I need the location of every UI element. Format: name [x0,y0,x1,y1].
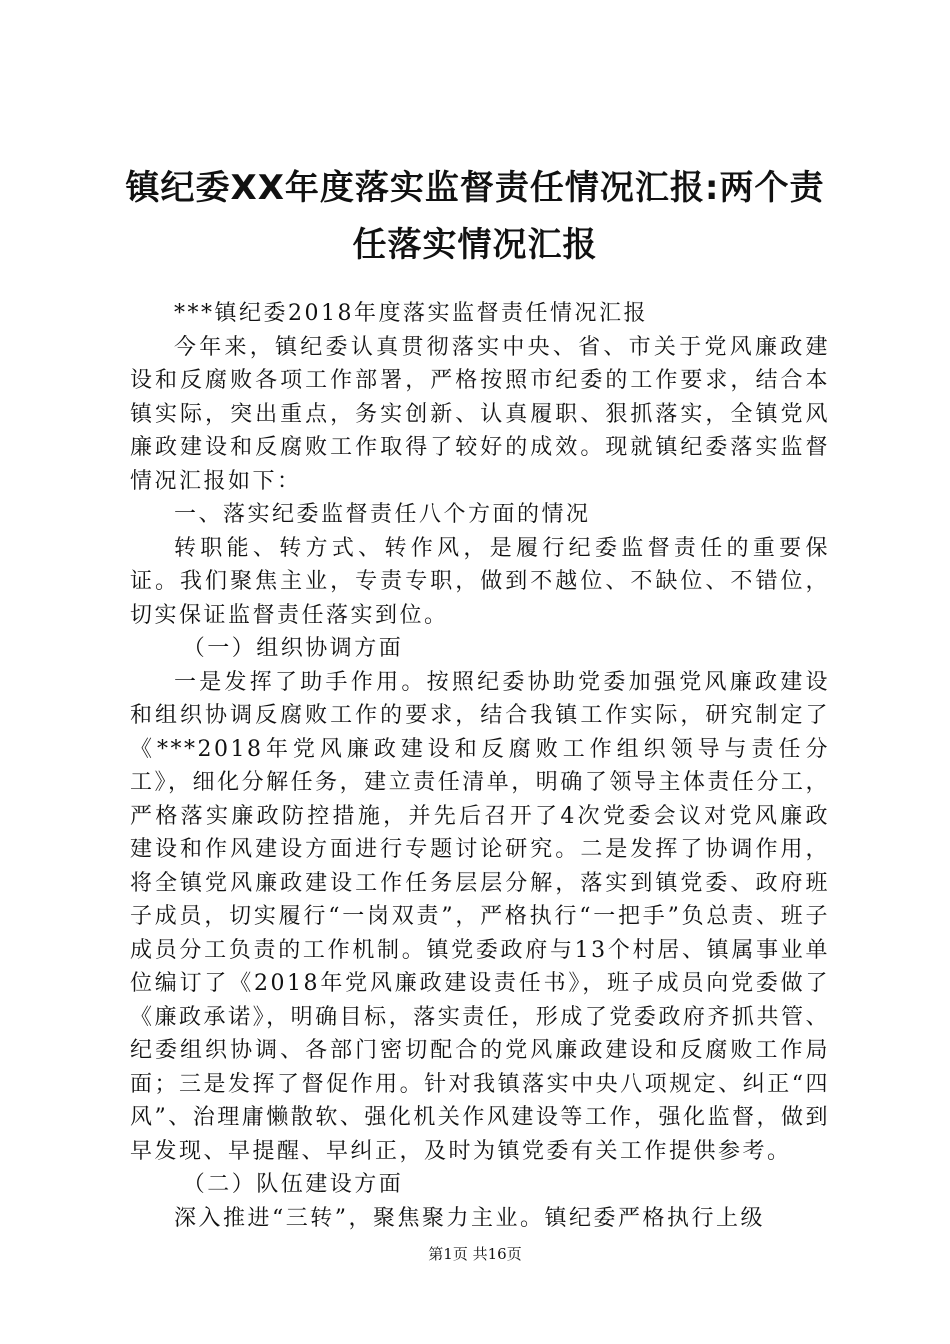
subsection-1-paragraph: 一是发挥了助手作用。按照纪委协助党委加强党风廉政建设和组织协调反腐败工作的要求，结合我镇工作实际，研究制定了《***2018年党风廉政建设和反腐败工作组织领导与责任分工》，细化分解任务，建立责任清单，明确了领导主体责任分工，严格落实廉政防控措施，并先后召开了4次党委会议对党风廉政建设和作风建设方面进行专题讨论研究。二是发挥了协调作用，将全镇党风廉政建设工作任务层层分解，落实到镇党委、政府班子成员，切实履行“一岗双责”，严格执行“一把手”负总责、班子成员分工负责的工作机制。镇党委政府与13个村居、镇属事业单位编订了《2018年党风廉政建设责任书》，班子成员向党委做了《廉政承诺》，明确目标，落实责任，形成了党委政府齐抓共管、纪委组织协调、各部门密切配合的党风廉政建设和反腐败工作局面；三是发挥了督促作用。针对我镇落实中央八项规定、纠正“四风”、治理庸懒散软、强化机关作风建设等工作，强化监督，做到早发现、早提醒、早纠正，及时为镇党委有关工作提供参考。 [130,669,830,1164]
subsection-2-paragraph: 深入推进“三转”，聚焦聚力主业。镇纪委严格执行上级 [174,1205,765,1231]
subsection-heading-1: （一）组织协调方面 [182,636,404,661]
section-heading-1: 一、落实纪委监督责任八个方面的情况 [174,502,591,527]
document-body [130,297,830,1235]
subsection-heading-2: （二）队伍建设方面 [182,1172,404,1197]
page-footer: 第1页 共16页 [428,1245,522,1263]
document-title: 镇纪委XX年度落实监督责任情况汇报:两个责任落实情况汇报 [125,168,825,265]
intro-paragraph: 今年来，镇纪委认真贯彻落实中央、省、市关于党风廉政建设和反腐败各项工作部署，严格按照市纪委的工作要求，结合本镇实际，突出重点，务实创新、认真履职、狠抓落实，全镇党风廉政建设和反腐败工作取得了较好的成效。现就镇纪委落实监督情况汇报如下： [130,334,830,494]
report-heading: ***镇纪委2018年度落实监督责任情况汇报 [174,301,648,326]
section-1-paragraph: 转职能、转方式、转作风，是履行纪委监督责任的重要保证。我们聚焦主业，专责专职，做到不越位、不缺位、不错位，切实保证监督责任落实到位。 [130,535,830,628]
